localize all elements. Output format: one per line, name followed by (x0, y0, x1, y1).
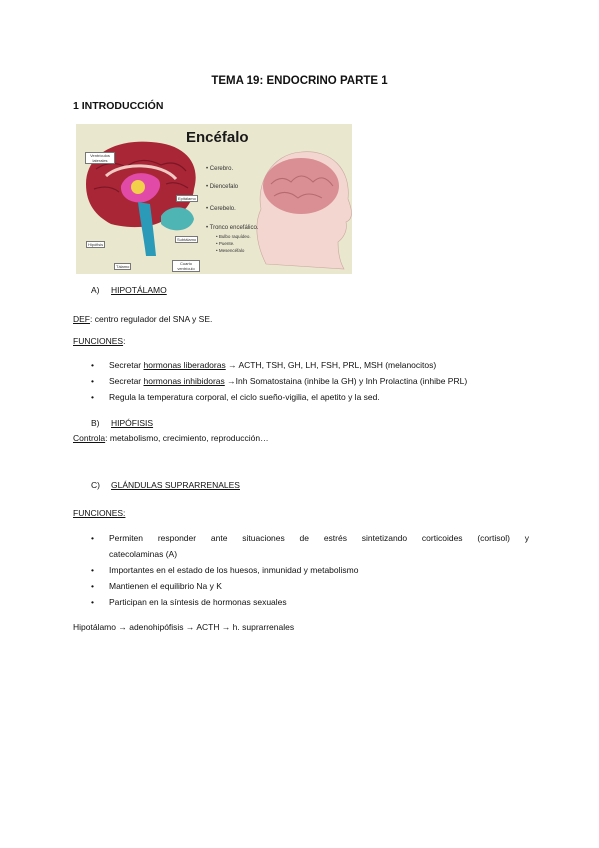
text: Importantes en el estado de los huesos, inmunidad y metabolismo (109, 565, 359, 575)
functions-label (73, 336, 125, 346)
section-letter: C) (91, 480, 100, 490)
text: Regula la temperatura corporal, el ciclo sueño-vigilia, el apetito y la sed. (109, 392, 380, 402)
section-b-heading (91, 418, 153, 428)
label-epitalamo: Epitálamo (178, 196, 196, 201)
encefalo-figure (76, 124, 352, 274)
list-item (73, 562, 529, 578)
list-item (73, 530, 529, 562)
label-ventriculos: Ventrículos laterales (85, 152, 115, 164)
functions-label-text: FUNCIONES (73, 336, 124, 346)
section-title: HIPÓFISIS (111, 418, 154, 428)
brain-illustration (76, 124, 352, 274)
figure-sublist-item: • Mesencéfalo (216, 248, 245, 253)
document-title: TEMA 19: ENDOCRINO PARTE 1 (211, 75, 388, 87)
figure-sublist-item: • Bulbo raquídeo. (216, 234, 251, 239)
hipotalamo-functions-list (73, 357, 467, 405)
label-cuarto-ventriculo: Cuarto ventrículo (172, 260, 200, 272)
bullet-icon: • (91, 376, 94, 386)
hormonal-axis-line: Hipotálamo → adenohipófisis → ACTH → h. suprarrenales (73, 622, 295, 632)
controla-text: : metabolismo, crecimiento, reproducción… (105, 433, 269, 443)
label-talamo: Tálamo (116, 264, 130, 269)
text: catecolaminas (A) (109, 549, 178, 559)
functions-label-c: FUNCIONES: (73, 508, 126, 518)
text: Participan en la síntesis de hormonas sexuales (109, 597, 287, 607)
bullet-icon: • (91, 360, 94, 370)
text: Mantienen el equilibrio Na y K (109, 581, 222, 591)
figure-list-item: • Tronco encefálico. (206, 225, 259, 231)
figure-sublist-item: • Puente. (216, 241, 235, 246)
text: Permiten responder ante situaciones de estrés sintetizando corticoides (cortisol) y (109, 533, 529, 543)
figure-list-item: • Cerebro. (206, 166, 234, 172)
figure-list-item: • Diencefalo (206, 184, 239, 190)
bullet-icon: • (91, 533, 94, 543)
underlined-term: hormonas inhibidoras (143, 376, 225, 386)
figure-title: Encéfalo (186, 129, 249, 146)
definition-line (73, 314, 212, 324)
section-letter: A) (91, 285, 100, 295)
underlined-term: hormonas liberadoras (143, 360, 226, 370)
functions-colon: : (123, 336, 126, 346)
section-heading-introduccion: 1 INTRODUCCIÓN (73, 100, 164, 112)
section-c-heading (91, 480, 240, 490)
label-hipofisis: Hipófisis (88, 242, 104, 247)
bullet-icon: • (91, 597, 94, 607)
suprarrenales-functions-list (73, 530, 529, 610)
list-item (73, 594, 529, 610)
bullet-icon: • (91, 581, 94, 591)
list-item (73, 357, 467, 373)
figure-list-item: • Cerebelo. (206, 206, 236, 212)
list-item (73, 373, 467, 389)
bullet-icon: • (91, 565, 94, 575)
text: Secretar (109, 376, 144, 386)
section-title: HIPOTÁLAMO (111, 285, 167, 295)
bullet-icon: • (91, 392, 94, 402)
text: Secretar (109, 360, 144, 370)
label-subtalamo: Subtálamo (177, 237, 197, 242)
list-item (73, 389, 467, 405)
def-label: DEF (73, 314, 90, 324)
controla-line (73, 433, 269, 443)
list-item (73, 578, 529, 594)
def-text: : centro regulador del SNA y SE. (90, 314, 213, 324)
text: → ACTH, TSH, GH, LH, FSH, PRL, MSH (melanocitos) (225, 360, 437, 370)
text: →Inh Somatostaina (inhibe la GH) y Inh Prolactina (inhibe PRL) (224, 376, 468, 386)
section-title: GLÁNDULAS SUPRARRENALES (111, 480, 240, 490)
controla-label: Controla (73, 433, 106, 443)
section-a-heading (91, 285, 167, 295)
section-letter: B) (91, 418, 100, 428)
